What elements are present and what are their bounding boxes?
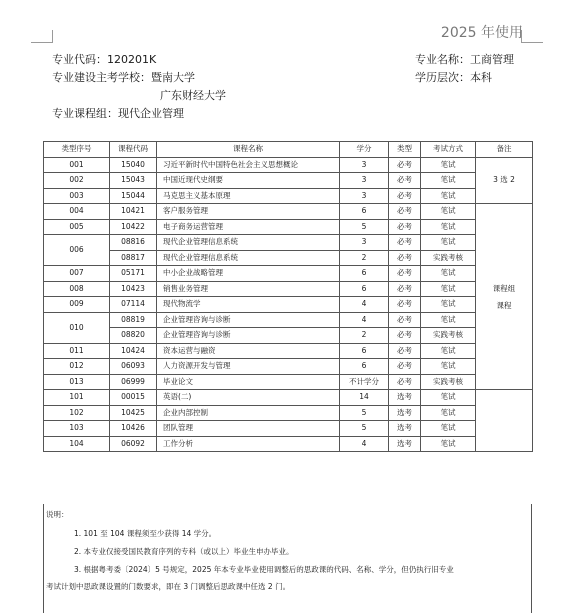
table-row: [44, 281, 533, 297]
credit-cell: 2: [340, 250, 389, 266]
table-row: [44, 235, 533, 251]
note-3-continued: 考试计划中思政课设置的门数要求，即在 3 门调整后思政课中任选 2 门。: [46, 582, 291, 591]
exam-method-cell: 笔试: [421, 405, 476, 421]
course-code-cell: 10422: [110, 219, 157, 235]
table-row: [44, 421, 533, 437]
program-code-label: 专业代码：: [52, 53, 107, 66]
crop-mark: [521, 42, 543, 43]
remark-cell: 3 选 2: [476, 157, 533, 204]
header-cell: 类型: [389, 142, 421, 158]
table-header-row: [44, 142, 533, 158]
course-code-cell: 15043: [110, 173, 157, 189]
exam-method-cell: 笔试: [421, 297, 476, 313]
course-name-cell: 习近平新时代中国特色社会主义思想概论: [157, 157, 340, 173]
course-type-cell: 必考: [389, 219, 421, 235]
course-name-cell: 人力资源开发与管理: [157, 359, 340, 375]
credit-cell: 5: [340, 421, 389, 437]
course-code-cell: 10424: [110, 343, 157, 359]
exam-method-cell: 笔试: [421, 390, 476, 406]
header-cell: 课程名称: [157, 142, 340, 158]
program-name-value: 工商管理: [470, 53, 514, 66]
exam-method-cell: 笔试: [421, 235, 476, 251]
course-type-cell: 必考: [389, 266, 421, 282]
course-code-cell: 15044: [110, 188, 157, 204]
course-type-cell: 选考: [389, 405, 421, 421]
remark-cell: [476, 204, 533, 390]
course-code-cell: 08817: [110, 250, 157, 266]
course-name-cell: 中小企业战略管理: [157, 266, 340, 282]
host-school: [52, 71, 195, 84]
type-number-cell: 012: [44, 359, 110, 375]
table-row: [44, 405, 533, 421]
course-type-cell: 选考: [389, 390, 421, 406]
program-code-value: 120201K: [107, 53, 157, 66]
credit-cell: 6: [340, 266, 389, 282]
type-number-cell: 101: [44, 390, 110, 406]
credit-cell: 5: [340, 219, 389, 235]
course-type-cell: 必考: [389, 188, 421, 204]
type-number-cell: 103: [44, 421, 110, 437]
program-name-label: 专业名称：: [415, 53, 470, 66]
program-code: [52, 53, 156, 66]
course-code-cell: 15040: [110, 157, 157, 173]
table-row: [44, 173, 533, 189]
table-row: [44, 297, 533, 313]
remark-cell: [476, 390, 533, 452]
program-name: [415, 53, 514, 66]
credit-cell: 3: [340, 157, 389, 173]
host-school-label: 专业建设主考学校：: [52, 71, 151, 84]
table-row: [44, 436, 533, 452]
note-2: 2. 本专业仅接受国民教育序列的专科（或以上）毕业生申办毕业。: [74, 547, 294, 556]
exam-method-cell: 笔试: [421, 173, 476, 189]
course-name-cell: 现代企业管理信息系统: [157, 250, 340, 266]
course-name-cell: 现代企业管理信息系统: [157, 235, 340, 251]
credit-cell: 6: [340, 281, 389, 297]
course-type-cell: 选考: [389, 421, 421, 437]
table-row: [44, 157, 533, 173]
table-row: [44, 219, 533, 235]
header-cell: 备注: [476, 142, 533, 158]
course-code-cell: 10426: [110, 421, 157, 437]
course-type-cell: 必考: [389, 328, 421, 344]
course-name-cell: 企业管理咨询与诊断: [157, 312, 340, 328]
table-row: [44, 343, 533, 359]
degree-level-value: 本科: [470, 71, 492, 84]
course-name-cell: 马克思主义基本原理: [157, 188, 340, 204]
exam-method-cell: 笔试: [421, 343, 476, 359]
course-type-cell: 必考: [389, 281, 421, 297]
exam-method-cell: 笔试: [421, 188, 476, 204]
type-number-cell: 003: [44, 188, 110, 204]
exam-method-cell: 笔试: [421, 157, 476, 173]
crop-mark: [52, 30, 53, 43]
course-type-cell: 必考: [389, 250, 421, 266]
host-school-1: 暨南大学: [151, 71, 195, 84]
credit-cell: 3: [340, 235, 389, 251]
table-row: [44, 390, 533, 406]
table-row: [44, 204, 533, 220]
type-number-cell: 104: [44, 436, 110, 452]
course-name-cell: 资本运营与融资: [157, 343, 340, 359]
year-label: 2025 年使用: [440, 25, 523, 41]
type-number-cell: 001: [44, 157, 110, 173]
credit-cell: 4: [340, 436, 389, 452]
remark-line: 课程组: [492, 283, 516, 293]
note-3: 3. 根据粤考委〔2024〕5 号规定，2025 年本专业毕业使用调整后的思政课的代码、名称、学分，但仍执行旧专业: [74, 565, 454, 574]
exam-method-cell: 笔试: [421, 312, 476, 328]
header-cell: 课程代码: [110, 142, 157, 158]
course-type-cell: 必考: [389, 359, 421, 375]
type-number-cell: 004: [44, 204, 110, 220]
course-group-label: 专业课程组：: [52, 107, 118, 120]
course-name-cell: 英语(二): [157, 390, 340, 406]
course-name-cell: 电子商务运营管理: [157, 219, 340, 235]
course-code-cell: 06093: [110, 359, 157, 375]
course-code-cell: 08819: [110, 312, 157, 328]
crop-mark: [31, 42, 53, 43]
credit-cell: 3: [340, 188, 389, 204]
exam-method-cell: 笔试: [421, 266, 476, 282]
type-number-cell: 102: [44, 405, 110, 421]
credit-cell: 14: [340, 390, 389, 406]
course-table: [43, 141, 533, 452]
course-name-cell: 工作分析: [157, 436, 340, 452]
course-type-cell: 必考: [389, 297, 421, 313]
course-code-cell: 05171: [110, 266, 157, 282]
credit-cell: 2: [340, 328, 389, 344]
notes-box: [43, 504, 532, 613]
course-code-cell: 10421: [110, 204, 157, 220]
credit-cell: 4: [340, 297, 389, 313]
course-name-cell: 团队管理: [157, 421, 340, 437]
exam-method-cell: 实践考核: [421, 250, 476, 266]
type-number-cell: 011: [44, 343, 110, 359]
remark-line: 课程: [496, 300, 512, 310]
credit-cell: 6: [340, 359, 389, 375]
course-name-cell: 毕业论文: [157, 374, 340, 390]
exam-method-cell: 笔试: [421, 421, 476, 437]
table-row: [44, 328, 533, 344]
exam-method-cell: 实践考核: [421, 374, 476, 390]
course-code-cell: 10425: [110, 405, 157, 421]
degree-level-label: 学历层次：: [415, 71, 470, 84]
course-code-cell: 08816: [110, 235, 157, 251]
course-name-cell: 客户服务管理: [157, 204, 340, 220]
exam-method-cell: 笔试: [421, 204, 476, 220]
table-row: [44, 266, 533, 282]
type-number-cell: 007: [44, 266, 110, 282]
table-row: [44, 359, 533, 375]
course-type-cell: 必考: [389, 343, 421, 359]
type-number-cell: 013: [44, 374, 110, 390]
type-number-cell: 006: [44, 235, 110, 266]
course-code-cell: 00015: [110, 390, 157, 406]
course-name-cell: 现代物流学: [157, 297, 340, 313]
credit-cell: 4: [340, 312, 389, 328]
course-type-cell: 必考: [389, 204, 421, 220]
course-type-cell: 必考: [389, 173, 421, 189]
table-row: [44, 188, 533, 204]
course-name-cell: 企业内部控制: [157, 405, 340, 421]
degree-level: [415, 71, 492, 84]
course-name-cell: 销售业务管理: [157, 281, 340, 297]
exam-method-cell: 笔试: [421, 359, 476, 375]
course-type-cell: 选考: [389, 436, 421, 452]
note-1: 1. 101 至 104 课程须至少获得 14 学分。: [74, 529, 217, 538]
course-name-cell: 中国近现代史纲要: [157, 173, 340, 189]
type-number-cell: 005: [44, 219, 110, 235]
table-row: [44, 374, 533, 390]
credit-cell: 5: [340, 405, 389, 421]
type-number-cell: 002: [44, 173, 110, 189]
course-group: [52, 107, 184, 120]
type-number-cell: 009: [44, 297, 110, 313]
course-code-cell: 06999: [110, 374, 157, 390]
course-type-cell: 必考: [389, 374, 421, 390]
host-school-2: 广东财经大学: [160, 89, 226, 102]
type-number-cell: 008: [44, 281, 110, 297]
header-cell: 考试方式: [421, 142, 476, 158]
header-cell: 学分: [340, 142, 389, 158]
course-type-cell: 必考: [389, 235, 421, 251]
table-row: [44, 250, 533, 266]
course-code-cell: 06092: [110, 436, 157, 452]
course-code-cell: 08820: [110, 328, 157, 344]
type-number-cell: 010: [44, 312, 110, 343]
credit-cell: 6: [340, 204, 389, 220]
credit-cell: 不计学分: [340, 374, 389, 390]
course-code-cell: 10423: [110, 281, 157, 297]
credit-cell: 6: [340, 343, 389, 359]
course-type-cell: 必考: [389, 312, 421, 328]
course-code-cell: 07114: [110, 297, 157, 313]
table-row: [44, 312, 533, 328]
course-group-value: 现代企业管理: [118, 107, 184, 120]
course-name-cell: 企业管理咨询与诊断: [157, 328, 340, 344]
exam-method-cell: 实践考核: [421, 328, 476, 344]
notes-title: 说明：: [46, 510, 69, 519]
credit-cell: 3: [340, 173, 389, 189]
exam-method-cell: 笔试: [421, 281, 476, 297]
header-cell: 类型序号: [44, 142, 110, 158]
course-type-cell: 必考: [389, 157, 421, 173]
exam-method-cell: 笔试: [421, 219, 476, 235]
exam-method-cell: 笔试: [421, 436, 476, 452]
